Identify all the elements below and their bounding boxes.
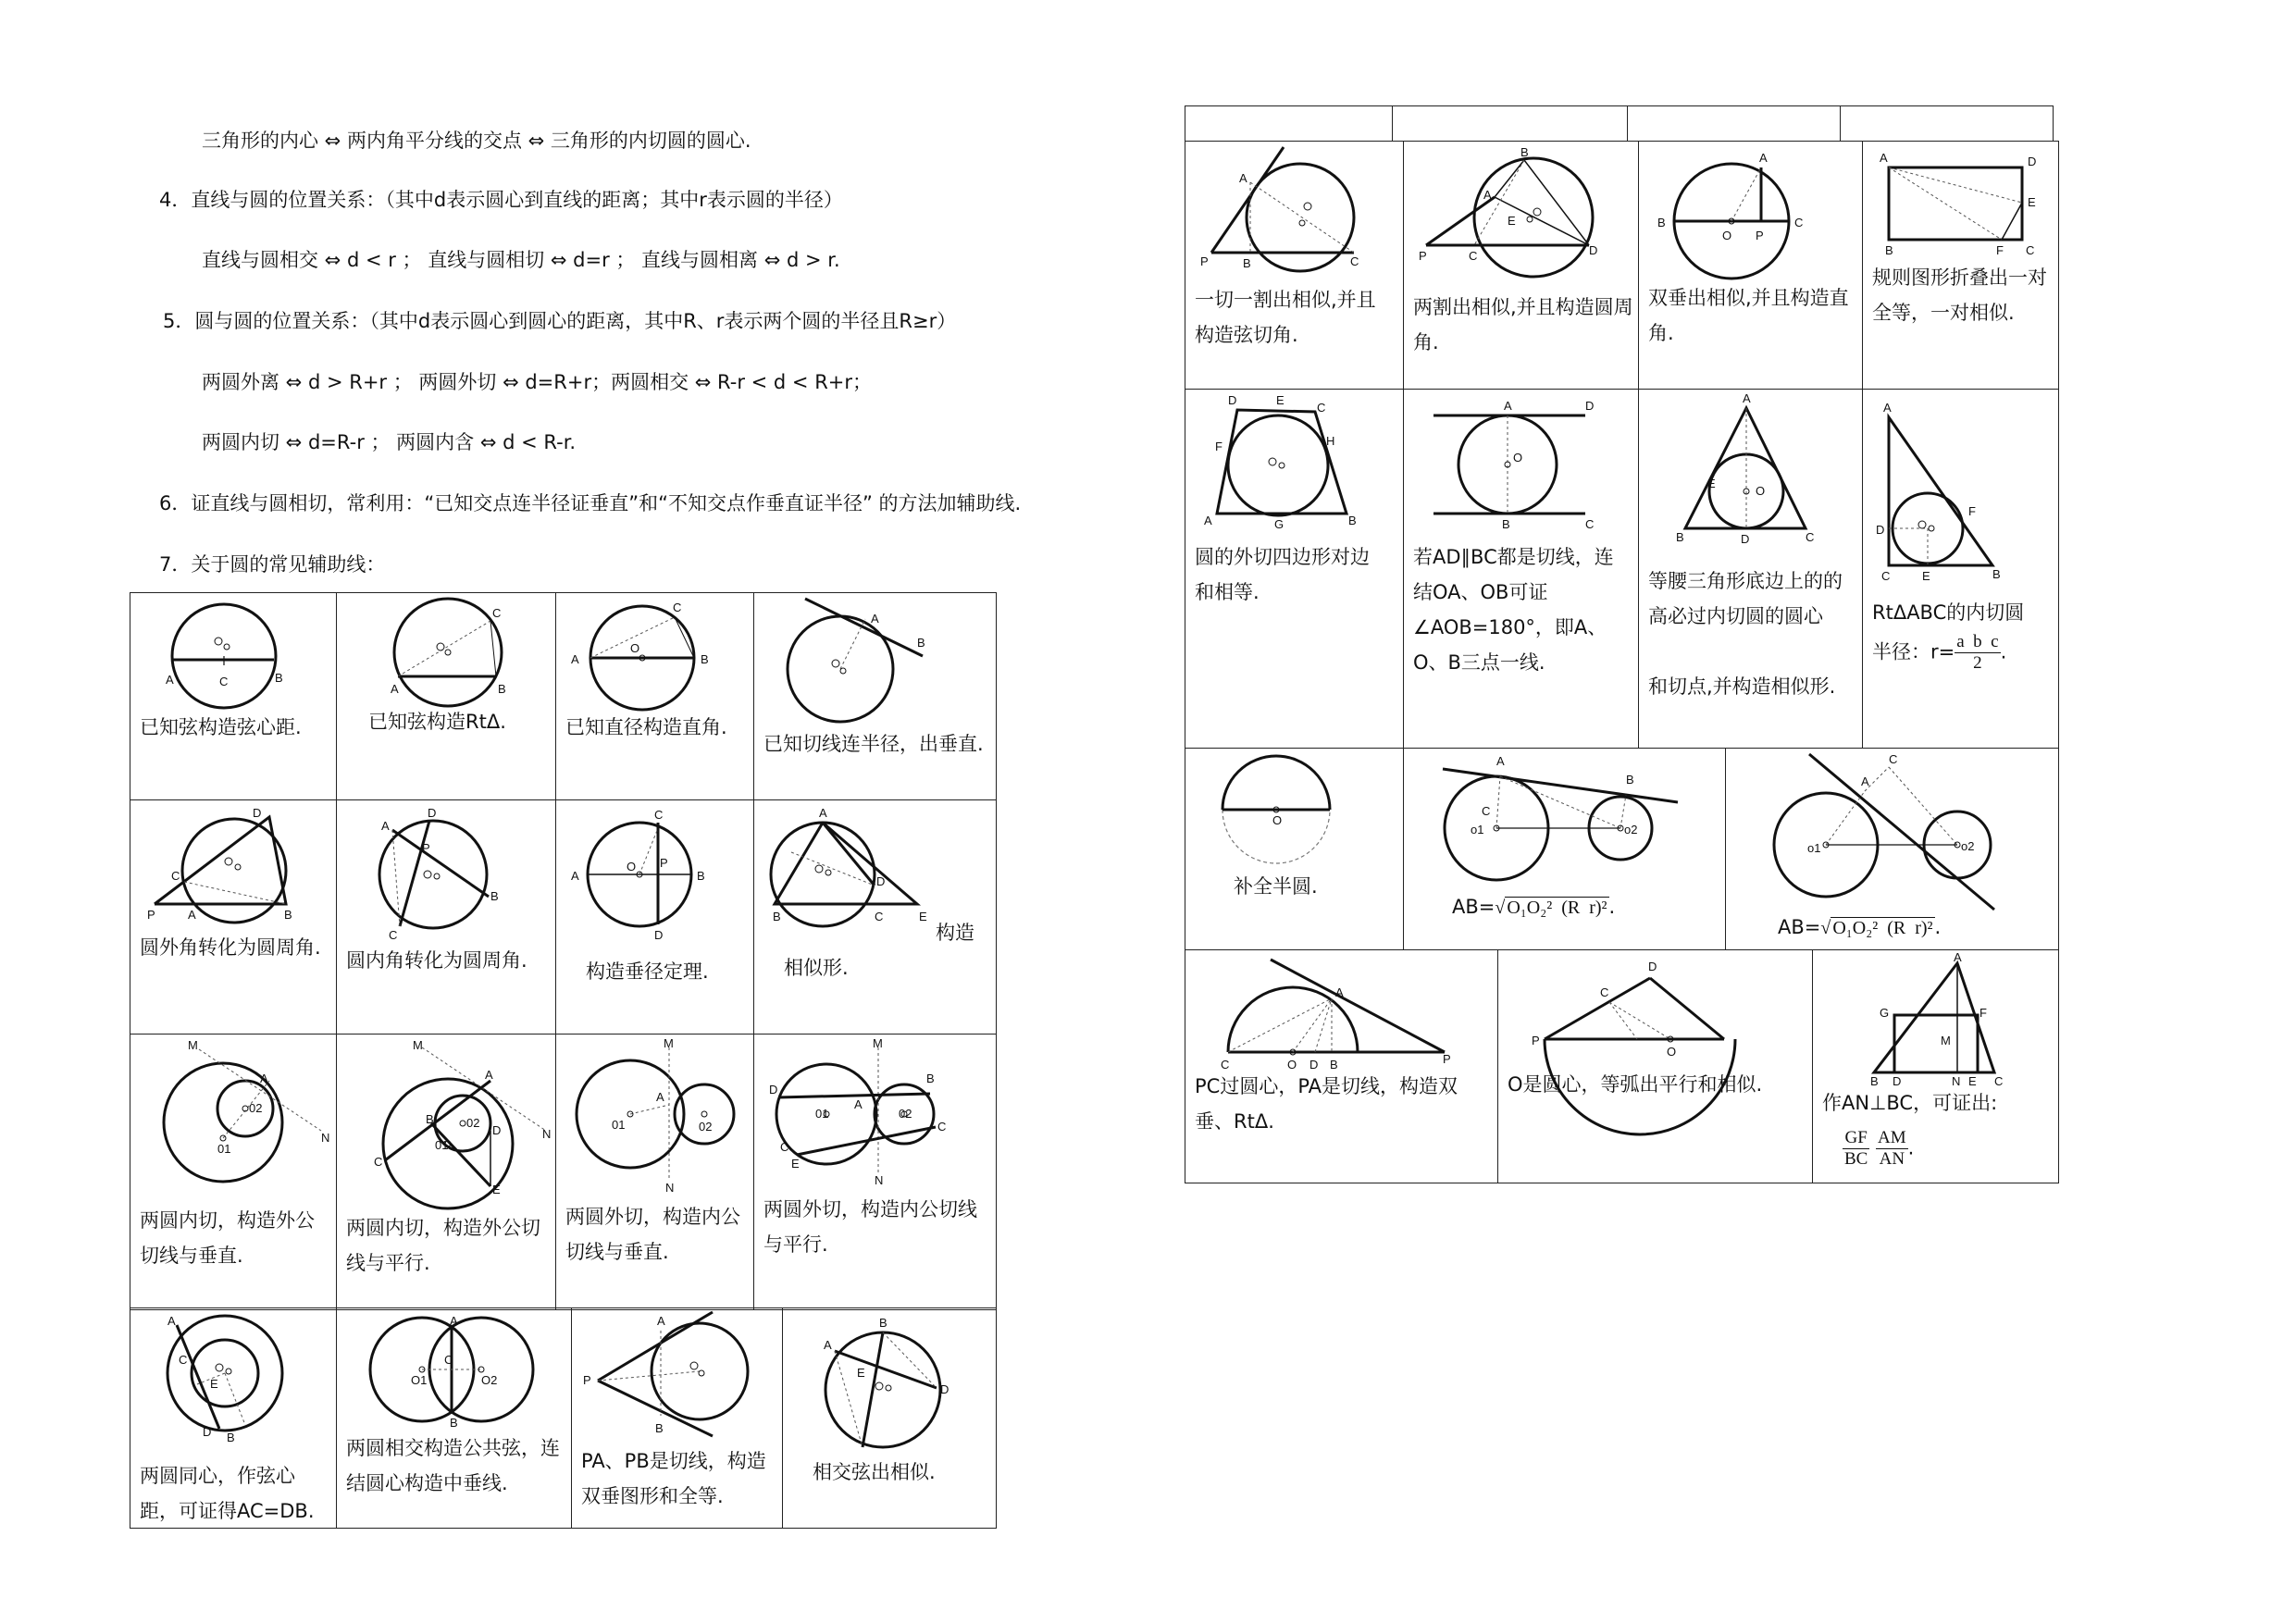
- ratio-period: .: [1907, 1136, 1915, 1159]
- svg-text:B: B: [490, 889, 499, 903]
- svg-text:B: B: [1348, 514, 1357, 527]
- svg-text:P: P: [1443, 1052, 1451, 1066]
- inradius-c: c: [1991, 632, 1999, 651]
- figure-chord-rt: [337, 593, 556, 704]
- svg-text:B: B: [1992, 567, 2001, 581]
- figure-tangent-secant: [1185, 142, 1404, 280]
- figure-double-perp: [1639, 142, 1863, 280]
- caption-double-perp: 双垂出相似,并且构造直角.: [1648, 287, 1849, 344]
- svg-text:F: F: [1980, 1006, 1987, 1020]
- cell-isosceles-incircle: [1639, 390, 1863, 749]
- caption-tangential-quad: 圆的外切四边形对边和相等.: [1195, 546, 1370, 603]
- svg-text:O: O: [630, 641, 640, 655]
- figure-perpendicular-diameter: [556, 800, 754, 942]
- svg-text:C: C: [2026, 243, 2035, 257]
- cell-tangent-secant: [1185, 142, 1404, 390]
- cell-internal-tangent-perp: [130, 1035, 337, 1310]
- text-incenter: 三角形的内心 ⇔ 两内角平分线的交点 ⇔ 三角形的内切圆的圆心.: [202, 130, 751, 152]
- svg-text:C: C: [219, 675, 229, 688]
- formula-radical-2: √ O₁O₂² (R r)²: [1820, 918, 1933, 938]
- ratio-am: AM: [1878, 1128, 1906, 1147]
- svg-text:A: A: [166, 673, 174, 687]
- right-aux-table-row4: [1185, 949, 2059, 1183]
- figure-two-tangents: [572, 1308, 783, 1447]
- formula-r-minus: (R: [1561, 898, 1581, 918]
- svg-text:A: A: [1239, 171, 1247, 185]
- caption-parallel-tangents: 若AD∥BC都是切线，连结OA、OB可证∠AOB=180°，即A、O、B三点一线.: [1413, 546, 1614, 674]
- svg-text:D: D: [1228, 393, 1237, 407]
- inradius-label: 半径：r=: [1872, 640, 1955, 663]
- svg-text:P: P: [660, 856, 668, 870]
- svg-text:E: E: [1968, 1074, 1977, 1088]
- svg-text:o2: o2: [1961, 839, 1975, 853]
- cell-complete-semicircle: [1185, 749, 1404, 950]
- svg-text:O: O: [1272, 813, 1283, 827]
- caption-tangent-secant: 一切一割出相似,并且构造弦切角.: [1195, 289, 1376, 346]
- svg-text:B: B: [284, 908, 292, 922]
- svg-text:B: B: [1676, 530, 1684, 544]
- formula-external-tangent-length: [1452, 889, 1720, 925]
- formula-o1o2-2: O₁O₂²: [1832, 918, 1879, 938]
- cell-similar-shape: [754, 800, 997, 1035]
- caption-folding: 规则图形折叠出一对全等，一对相似.: [1872, 266, 2047, 324]
- svg-text:D: D: [492, 1123, 502, 1137]
- figure-pc-through-center: [1185, 950, 1498, 1071]
- svg-text:N: N: [665, 1181, 675, 1195]
- svg-text:M: M: [188, 1038, 198, 1052]
- svg-text:B: B: [926, 1072, 935, 1085]
- cell-double-perp: [1639, 142, 1863, 390]
- formula-ab-label-2: AB=: [1778, 916, 1821, 938]
- svg-text:E: E: [1508, 214, 1516, 228]
- caption-pc-through-center: PC过圆心，PA是切线，构造双垂、RtΔ.: [1195, 1075, 1458, 1133]
- caption-internal-tangent-parallel: 两圆内切，构造外公切线与平行.: [346, 1217, 540, 1274]
- svg-text:F: F: [1215, 440, 1222, 453]
- svg-text:P: P: [583, 1373, 591, 1387]
- figure-an-perp-bc: [1813, 950, 2059, 1088]
- svg-text:M: M: [1941, 1034, 1951, 1047]
- caption-two-secants: 两割出相似,并且构造圆周角.: [1413, 296, 1633, 353]
- svg-text:O: O: [1756, 484, 1766, 498]
- caption-chord-distance: 已知弦构造弦心距.: [140, 716, 302, 738]
- svg-text:G: G: [1880, 1006, 1890, 1020]
- svg-text:C: C: [171, 869, 180, 883]
- svg-text:A: A: [1504, 399, 1512, 413]
- svg-text:B: B: [1885, 243, 1893, 257]
- figure-complete-semicircle: [1185, 749, 1404, 869]
- cell-tangential-quad: [1185, 390, 1404, 749]
- svg-text:E: E: [857, 1366, 865, 1380]
- caption-construct: 构造: [936, 922, 974, 944]
- figure-internal-tangent-length: [1726, 749, 2059, 915]
- cell-two-secants: [1404, 142, 1639, 390]
- svg-text:A: A: [391, 682, 399, 696]
- svg-text:C: C: [673, 601, 682, 614]
- cell-internal-tangent-length: [1726, 749, 2059, 950]
- inradius-denominator: 2: [1973, 653, 1982, 673]
- svg-text:D: D: [769, 1083, 778, 1096]
- ratio-gf: GF: [1843, 1128, 1869, 1149]
- svg-text:P: P: [1532, 1034, 1540, 1047]
- cell-common-chord: [337, 1308, 572, 1529]
- svg-text:A: A: [1483, 188, 1492, 202]
- svg-text:P: P: [1419, 249, 1427, 263]
- caption-concentric: 两圆同心，作弦心距，可证得AC=DB.: [140, 1465, 315, 1522]
- svg-text:E: E: [210, 1377, 218, 1391]
- figure-external-tangent-length: [1404, 749, 1726, 887]
- svg-text:B: B: [1330, 1058, 1338, 1072]
- svg-text:A: A: [168, 1314, 176, 1328]
- svg-text:D: D: [1585, 399, 1595, 413]
- svg-text:C: C: [1881, 569, 1891, 583]
- caption-external-tangent-parallel: 两圆外切，构造内公切线与平行.: [763, 1198, 977, 1256]
- caption-an-perp-bc: 作AN⊥BC，可证出:: [1822, 1092, 1998, 1114]
- svg-text:A: A: [656, 1090, 664, 1104]
- svg-text:D: D: [1893, 1074, 1902, 1088]
- svg-text:A: A: [188, 908, 196, 922]
- right-header-strip: [1185, 105, 2054, 142]
- svg-text:D: D: [876, 874, 886, 888]
- cell-diameter-right: [556, 593, 754, 800]
- svg-text:B: B: [1520, 145, 1529, 159]
- svg-text:01: 01: [217, 1142, 231, 1156]
- svg-text:B: B: [498, 682, 506, 696]
- svg-text:D: D: [253, 806, 262, 820]
- svg-text:B: B: [917, 636, 925, 650]
- svg-text:A: A: [819, 806, 827, 820]
- svg-text:o1: o1: [1807, 841, 1821, 855]
- svg-text:D: D: [1309, 1058, 1319, 1072]
- caption-common-chord: 两圆相交构造公共弦，连结圆心构造中垂线.: [346, 1437, 560, 1494]
- svg-text:E: E: [1707, 477, 1716, 490]
- formula-r-plus: (R: [1887, 918, 1906, 938]
- svg-text:E: E: [791, 1157, 800, 1171]
- text-item-4: 4．直线与圆的位置关系：（其中d表示圆心到直线的距离；其中r表示圆的半径）: [159, 189, 843, 211]
- svg-text:A: A: [1335, 985, 1344, 999]
- svg-text:A: A: [485, 1068, 493, 1082]
- svg-text:C: C: [654, 808, 664, 822]
- svg-text:B: B: [879, 1316, 887, 1330]
- svg-text:B: B: [1870, 1074, 1879, 1088]
- svg-text:E: E: [1922, 569, 1930, 583]
- svg-text:C: C: [1600, 985, 1609, 999]
- formula-r-sq: r)²: [1589, 898, 1607, 918]
- cell-equal-arcs: [1498, 950, 1813, 1183]
- svg-text:C: C: [1482, 804, 1491, 818]
- formula-similar-ratio: [1843, 1128, 2055, 1170]
- svg-text:A: A: [381, 819, 390, 833]
- svg-text:02: 02: [699, 1120, 713, 1134]
- svg-text:C: C: [1889, 752, 1898, 766]
- figure-outer-angle: [130, 800, 337, 930]
- svg-text:B: B: [1626, 773, 1634, 787]
- svg-text:D: D: [1589, 243, 1598, 257]
- svg-text:C: C: [1585, 517, 1595, 531]
- svg-text:02: 02: [249, 1101, 263, 1115]
- svg-text:C: C: [389, 928, 398, 942]
- figure-concentric: [130, 1308, 337, 1447]
- cell-internal-tangent-parallel: [337, 1035, 556, 1310]
- figure-diameter-right: [556, 593, 754, 704]
- caption-right-incircle: RtΔABC的内切圆: [1872, 601, 2025, 624]
- header-cell-4: [1841, 106, 2054, 142]
- caption-intersecting-chords: 相交弦出相似.: [813, 1461, 936, 1483]
- svg-text:P: P: [422, 841, 430, 855]
- svg-text:D: D: [2028, 155, 2037, 168]
- svg-text:B: B: [227, 1431, 235, 1444]
- text-circle-circle-1: 两圆外离 ⇔ d > R+r ； 两圆外切 ⇔ d=R+r；两圆相交 ⇔ R-r < d < R+r；: [202, 371, 873, 393]
- svg-text:O: O: [1722, 229, 1732, 242]
- cell-chord-rt: [337, 593, 556, 800]
- ratio-an: AN: [1879, 1149, 1905, 1169]
- header-cell-3: [1628, 106, 1841, 142]
- svg-text:P: P: [147, 908, 155, 922]
- inradius-fraction: [1955, 632, 2000, 674]
- svg-text:B: B: [275, 671, 283, 685]
- svg-text:02: 02: [466, 1116, 480, 1130]
- figure-chord-distance: [130, 593, 337, 704]
- cell-chord-distance: [130, 593, 337, 800]
- figure-similar-shape: [754, 800, 997, 930]
- formula-period-2: .: [1934, 916, 1942, 938]
- formula-r-sq-2: r)²: [1915, 918, 1933, 938]
- svg-text:C: C: [780, 1140, 789, 1154]
- cell-two-tangents: [572, 1308, 783, 1529]
- svg-text:o1: o1: [1471, 823, 1484, 836]
- svg-text:C: C: [1350, 254, 1359, 268]
- svg-text:E: E: [492, 1183, 501, 1196]
- ratio-gf-bc: [1843, 1128, 1869, 1170]
- svg-text:C: C: [492, 606, 502, 620]
- cell-external-tangent-perp: [556, 1035, 754, 1310]
- svg-text:C: C: [1469, 249, 1478, 263]
- inradius-b: b: [1973, 632, 1982, 651]
- svg-text:C: C: [1994, 1074, 2004, 1088]
- svg-text:C: C: [1317, 401, 1326, 415]
- text-item-7: 7．关于圆的常见辅助线：: [159, 553, 386, 576]
- svg-text:A: A: [854, 1097, 863, 1111]
- figure-tangent-radius: [754, 593, 997, 704]
- svg-text:B: B: [1502, 517, 1510, 531]
- svg-text:B: B: [450, 1416, 458, 1430]
- svg-text:A: A: [1880, 151, 1888, 165]
- svg-text:M: M: [873, 1036, 883, 1050]
- svg-text:C: C: [875, 910, 884, 923]
- svg-text:A: A: [1954, 950, 1962, 964]
- svg-text:A: A: [824, 1338, 832, 1352]
- svg-text:A: A: [1883, 401, 1892, 415]
- text-item-5: 5．圆与圆的位置关系：（其中d表示圆心到圆心的距离，其中R、r表示两个圆的半径且R≥r）: [163, 310, 957, 332]
- svg-text:O: O: [1513, 451, 1523, 465]
- cell-pc-through-center: [1185, 950, 1498, 1183]
- caption-inner-angle: 圆内角转化为圆周角.: [346, 949, 527, 972]
- svg-text:A: A: [1743, 391, 1751, 405]
- caption-perpendicular-diameter: 构造垂径定理.: [586, 960, 709, 983]
- formula-ab-label: AB=: [1452, 896, 1496, 918]
- figure-external-tangent-perp: [556, 1035, 754, 1195]
- svg-text:D: D: [203, 1425, 212, 1439]
- svg-text:N: N: [1952, 1074, 1961, 1088]
- caption-isosceles-incircle-2: 和切点,并构造相似形.: [1648, 675, 1836, 698]
- svg-text:01: 01: [815, 1107, 829, 1121]
- svg-text:P: P: [1756, 229, 1764, 242]
- caption-diameter-right: 已知直径构造直角.: [565, 716, 727, 738]
- svg-text:C: C: [1806, 530, 1815, 544]
- formula-o1o2: O₁O₂²: [1507, 898, 1553, 918]
- cell-tangent-radius: [754, 593, 997, 800]
- cell-external-tangent-length: [1404, 749, 1726, 950]
- svg-text:O1: O1: [411, 1373, 428, 1387]
- svg-text:N: N: [542, 1127, 552, 1141]
- cell-parallel-tangents: [1404, 390, 1639, 749]
- svg-text:o2: o2: [1624, 823, 1638, 836]
- svg-text:A: A: [450, 1314, 458, 1328]
- caption-two-tangents: PA、PB是切线，构造双垂图形和全等.: [581, 1450, 766, 1507]
- svg-text:O2: O2: [481, 1373, 498, 1387]
- figure-equal-arcs: [1498, 950, 1813, 1071]
- inradius-a: a: [1956, 632, 1965, 651]
- right-aux-table: [1185, 141, 2059, 749]
- svg-text:C: C: [179, 1353, 188, 1367]
- formula-internal-tangent-length: [1778, 910, 2055, 946]
- svg-text:C: C: [937, 1120, 947, 1134]
- svg-text:E: E: [2028, 195, 2036, 209]
- svg-text:A: A: [571, 652, 579, 666]
- caption-internal-tangent-perp: 两圆内切，构造外公切线与垂直.: [140, 1209, 315, 1267]
- figure-inner-angle: [337, 800, 556, 942]
- cell-folding: [1863, 142, 2059, 390]
- svg-text:D: D: [654, 928, 664, 942]
- right-aux-table-row3: [1185, 748, 2059, 950]
- caption-similar-shape: 相似形.: [784, 957, 849, 979]
- left-aux-table-row4: [130, 1307, 997, 1529]
- caption-complete-semicircle: 补全半圆.: [1234, 875, 1318, 898]
- svg-text:D: D: [1876, 523, 1885, 537]
- cell-concentric: [130, 1308, 337, 1529]
- figure-tangential-quad: [1185, 390, 1404, 538]
- ratio-bc: BC: [1844, 1149, 1868, 1169]
- svg-text:P: P: [1200, 254, 1209, 268]
- cell-an-perp-bc: [1813, 950, 2059, 1183]
- cell-external-tangent-parallel: [754, 1035, 997, 1310]
- svg-text:A: A: [657, 1314, 665, 1328]
- ratio-am-an: [1876, 1128, 1908, 1170]
- svg-text:C: C: [444, 1353, 453, 1367]
- svg-text:A: A: [871, 612, 879, 626]
- formula-inradius: [1872, 632, 2057, 674]
- svg-text:D: D: [940, 1382, 949, 1396]
- formula-period-1: .: [1608, 896, 1616, 918]
- svg-text:B: B: [697, 869, 705, 883]
- figure-parallel-tangents: [1404, 390, 1639, 531]
- caption-chord-rt: 已知弦构造RtΔ.: [368, 711, 506, 733]
- svg-text:H: H: [1326, 434, 1335, 448]
- formula-radical: √ O₁O₂² (R r)²: [1495, 898, 1607, 918]
- svg-text:O: O: [1667, 1045, 1677, 1059]
- figure-folding: [1863, 142, 2059, 257]
- cell-intersecting-chords: [783, 1308, 997, 1529]
- cell-outer-angle: [130, 800, 337, 1035]
- svg-text:A: A: [571, 869, 579, 883]
- svg-text:O: O: [627, 860, 637, 873]
- cell-inner-angle: [337, 800, 556, 1035]
- svg-text:B: B: [426, 1112, 434, 1126]
- svg-text:A: A: [1496, 754, 1505, 768]
- svg-text:C: C: [374, 1155, 383, 1169]
- caption-isosceles-incircle: 等腰三角形底边上的的高必过内切圆的圆心: [1648, 570, 1843, 627]
- svg-text:A: A: [260, 1072, 268, 1085]
- text-circle-circle-2: 两圆内切 ⇔ d=R-r ； 两圆内含 ⇔ d < R-r.: [202, 431, 577, 453]
- text-item-6: 6．证直线与圆相切，常利用：“已知交点连半径证垂直”和“不知交点作垂直证半径” 的方法加辅助线.: [159, 492, 1022, 514]
- svg-text:E: E: [919, 910, 927, 923]
- svg-text:A: A: [1204, 514, 1212, 527]
- caption-equal-arcs: O是圆心，等弧出平行和相似.: [1508, 1073, 1763, 1096]
- svg-text:A: A: [1759, 151, 1768, 165]
- svg-text:B: B: [655, 1421, 664, 1435]
- inradius-period: .: [2000, 640, 2007, 663]
- text-line-circle: 直线与圆相交 ⇔ d < r ； 直线与圆相切 ⇔ d=r ； 直线与圆相离 ⇔ d > r.: [202, 249, 840, 271]
- svg-text:B: B: [1243, 256, 1251, 270]
- svg-text:E: E: [1276, 393, 1285, 407]
- svg-text:F: F: [1996, 243, 2004, 257]
- figure-internal-tangent-perp: [130, 1035, 337, 1173]
- svg-text:G: G: [1274, 517, 1285, 531]
- figure-two-secants: [1404, 142, 1639, 280]
- svg-text:A: A: [1861, 774, 1869, 788]
- svg-text:O: O: [1287, 1058, 1297, 1072]
- caption-tangent-radius: 已知切线连半径，出垂直.: [763, 733, 984, 755]
- caption-external-tangent-perp: 两圆外切，构造内公切线与垂直.: [565, 1206, 740, 1263]
- svg-text:M: M: [664, 1036, 674, 1050]
- header-cell-1: [1185, 106, 1393, 142]
- svg-text:D: D: [1648, 960, 1657, 973]
- figure-right-incircle: [1863, 390, 2059, 583]
- cell-perpendicular-diameter: [556, 800, 754, 1035]
- svg-text:B: B: [1657, 216, 1666, 229]
- figure-internal-tangent-parallel: [337, 1035, 556, 1210]
- svg-text:C: C: [1794, 216, 1804, 229]
- cell-right-incircle: [1863, 390, 2059, 749]
- svg-text:D: D: [1741, 532, 1750, 546]
- svg-text:C: C: [1221, 1058, 1230, 1072]
- svg-text:N: N: [321, 1131, 330, 1145]
- svg-text:B: B: [701, 652, 709, 666]
- svg-text:01: 01: [435, 1138, 449, 1152]
- figure-common-chord: [337, 1308, 572, 1429]
- svg-text:D: D: [428, 806, 437, 820]
- svg-text:02: 02: [899, 1107, 912, 1121]
- figure-external-tangent-parallel: [754, 1035, 997, 1192]
- svg-text:M: M: [413, 1038, 423, 1052]
- header-cell-2: [1393, 106, 1628, 142]
- svg-text:F: F: [1968, 504, 1976, 518]
- svg-text:B: B: [773, 910, 781, 923]
- left-aux-table: [130, 592, 997, 1310]
- caption-outer-angle: 圆外角转化为圆周角.: [140, 936, 321, 959]
- figure-intersecting-chords: [783, 1308, 997, 1447]
- svg-text:N: N: [875, 1173, 884, 1187]
- figure-isosceles-incircle: [1639, 390, 1863, 547]
- svg-text:01: 01: [612, 1118, 626, 1132]
